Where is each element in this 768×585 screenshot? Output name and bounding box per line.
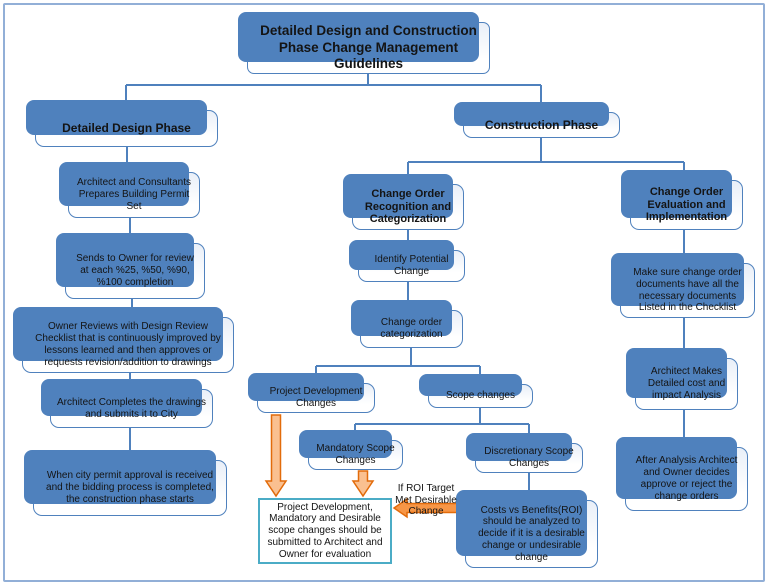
node-project-development-changes — [257, 383, 375, 413]
node-label: Detailed Design Phase — [62, 121, 191, 136]
node-change-order-evaluation — [630, 180, 743, 230]
node-scope-changes — [428, 384, 533, 408]
node-label: Architect and Consultants Prepares Building Permit Set — [77, 177, 191, 212]
node-label: After Analysis Architect and Owner decides approve or reject the change orders — [635, 455, 738, 502]
node-label: Scope changes — [446, 390, 515, 402]
node-change-order-categorization — [360, 310, 463, 348]
node-checklist-documents — [620, 263, 755, 318]
node-submit-for-evaluation — [258, 498, 392, 564]
node-detailed-design-phase — [35, 110, 218, 147]
node-submits-to-city — [50, 389, 213, 428]
node-building-permit-set — [68, 172, 200, 218]
node-costs-vs-benefits — [465, 500, 598, 568]
node-label: Make sure change order documents have all the necessary documents Listed in the Checklist — [633, 266, 742, 314]
node-label: Discretionary Scope Changes — [484, 446, 574, 469]
arrow-mandatory-down — [353, 471, 373, 496]
roi-label-text: If ROI Target Met Desirable Change — [395, 483, 457, 517]
node-label: Architect Makes Detailed cost and impact Analysis — [647, 366, 726, 401]
node-label: Mandatory Scope Changes — [316, 443, 395, 466]
node-identify-potential-change — [358, 250, 465, 282]
node-label: Sends to Owner for review at each %25, %50, %90, %100 completion — [76, 253, 194, 288]
node-label: Identify Potential Change — [374, 254, 449, 277]
node-label: Change Order Evaluation and Implementation — [645, 185, 728, 224]
node-construction-phase — [463, 112, 620, 138]
node-cost-impact-analysis — [635, 358, 738, 410]
node-permit-approval — [33, 460, 227, 516]
node-discretionary-scope-changes — [475, 443, 583, 473]
node-sends-to-owner — [65, 243, 205, 299]
node-change-order-recognition — [352, 184, 464, 230]
node-label: Architect Completes the drawings and submits it to City — [57, 396, 206, 420]
arrow-project-dev-down — [266, 415, 286, 496]
node-label: Project Development, Mandatory and Desirable scope changes should be submitted to Architect and Owner for evaluation — [267, 501, 383, 560]
node-label: Owner Reviews with Design Review Checklist that is continuously improved by lessons learned and then approves or requests revision/addition to drawings — [35, 321, 221, 368]
title-text: Detailed Design and Construction Phase Change Management Guidelines — [260, 22, 477, 72]
node-approve-reject-orders — [625, 447, 748, 511]
node-label: Change order categorization — [380, 317, 443, 340]
roi-target-label — [392, 483, 460, 518]
node-label: Project Development Changes — [269, 386, 363, 409]
node-owner-reviews-checklist — [22, 317, 234, 373]
node-label: Costs vs Benefits(ROI) should be analyzed to decide if it is a desirable change or undesirable change — [478, 504, 585, 563]
node-label: When city permit approval is received and the bidding process is completed, the construction phase starts — [46, 470, 214, 505]
node-title — [247, 22, 490, 74]
node-mandatory-scope-changes — [308, 440, 403, 470]
node-label: Change Order Recognition and Categorization — [364, 187, 452, 226]
node-label: Construction Phase — [484, 117, 599, 132]
